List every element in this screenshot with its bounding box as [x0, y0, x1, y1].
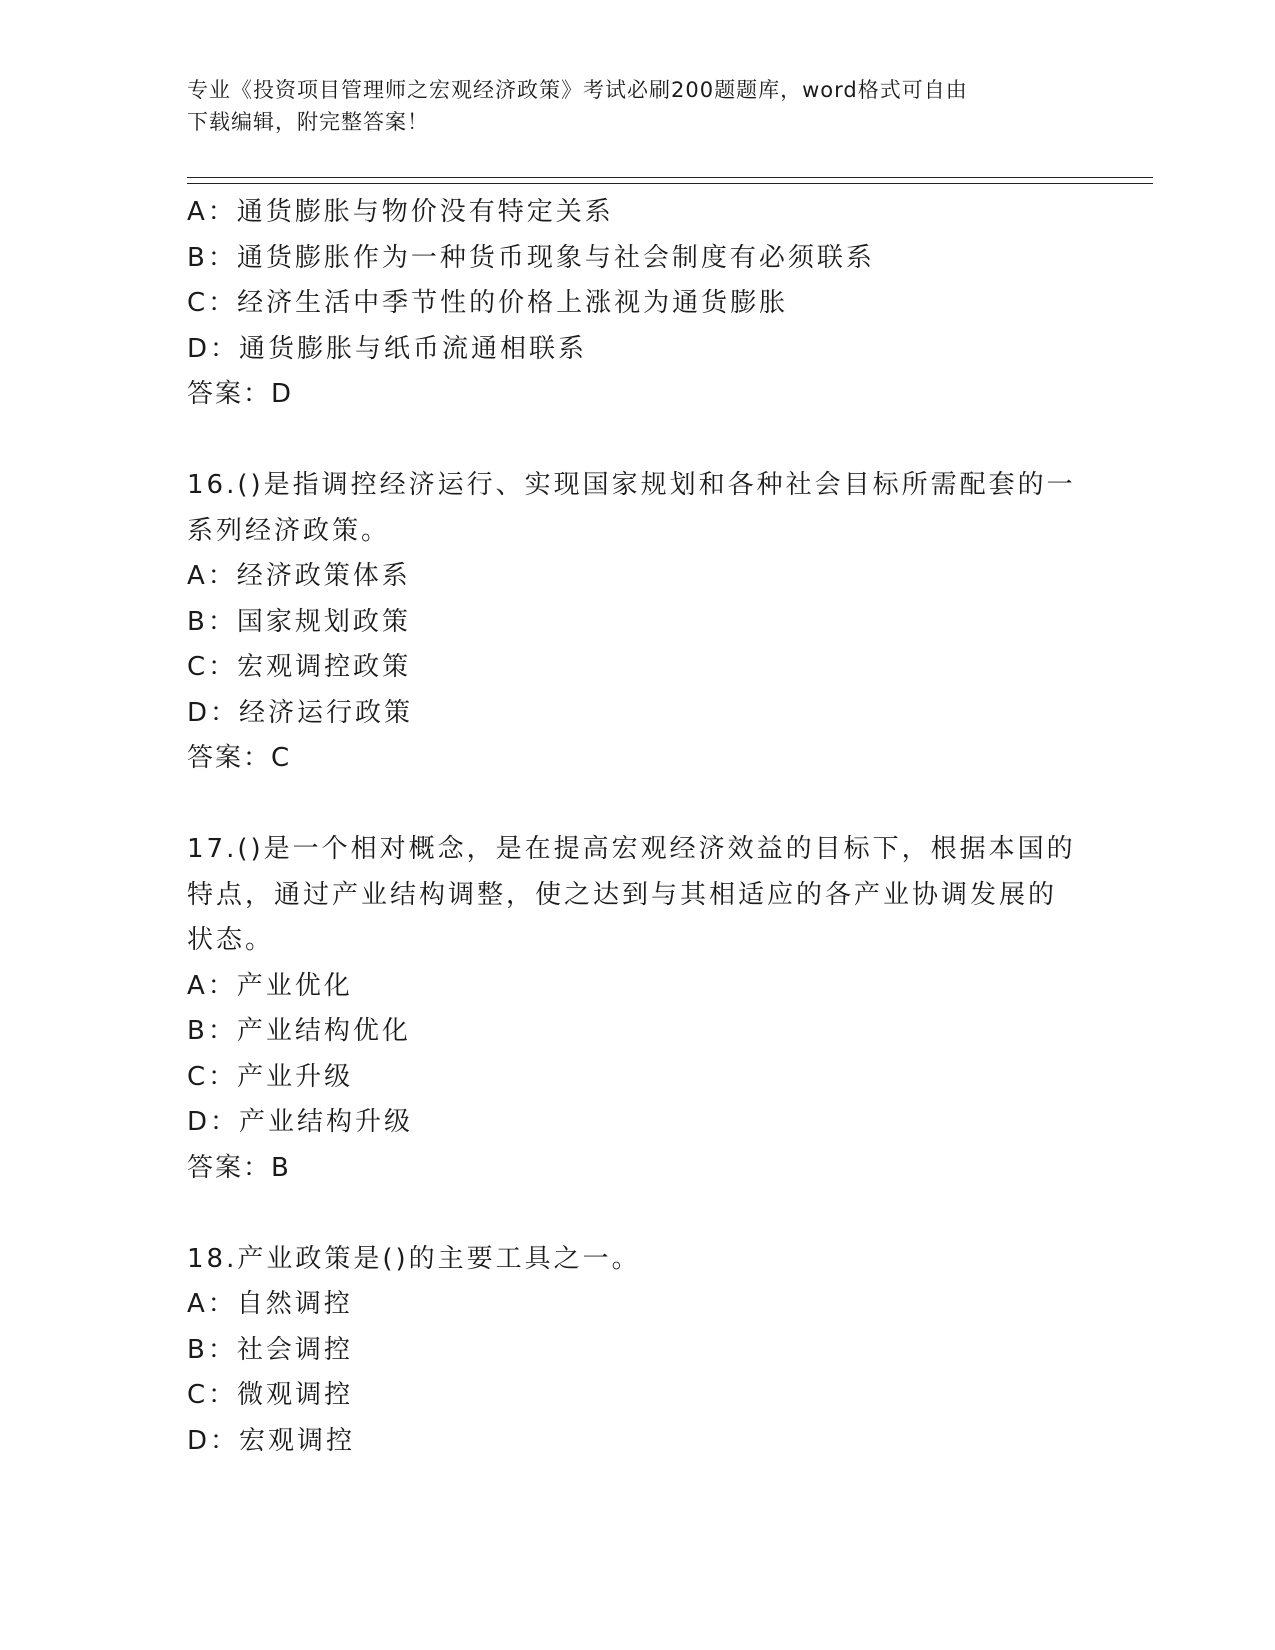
option-d: D：通货膨胀与纸币流通相联系 — [187, 333, 588, 364]
option-a: A：经济政策体系 — [187, 561, 411, 591]
option-d: D：宏观调控 — [187, 1425, 356, 1456]
option-b: B：国家规划政策 — [187, 606, 411, 637]
option-c: C：产业升级 — [187, 1061, 354, 1092]
question-stem: 特点，通过产业结构调整，使之达到与其相适应的各产业协调发展的 — [187, 879, 1058, 910]
question-16 — [187, 463, 1087, 782]
answer: 答案：B — [187, 1152, 291, 1183]
spacer — [187, 782, 1087, 828]
header-rule-top — [187, 177, 1153, 178]
question-stem: 18.产业政策是()的主要工具之一。 — [187, 1243, 641, 1274]
question-stem: 16.()是指调控经济运行、实现国家规划和各种社会目标所需配套的一 — [187, 470, 1076, 500]
option-b: B：通货膨胀作为一种货币现象与社会制度有必须联系 — [187, 242, 875, 273]
option-d: D：产业结构升级 — [187, 1107, 414, 1137]
option-a: A：产业优化 — [187, 970, 353, 1001]
question-15 — [187, 190, 1087, 418]
option-c: C：微观调控 — [187, 1380, 354, 1410]
answer: 答案：C — [187, 743, 292, 773]
question-list — [187, 190, 1087, 1464]
header-rule-bottom — [187, 183, 1153, 184]
option-a: A：通货膨胀与物价没有特定关系 — [187, 197, 614, 227]
spacer — [187, 418, 1087, 464]
option-b: B：社会调控 — [187, 1334, 353, 1365]
option-c: C：宏观调控政策 — [187, 652, 412, 682]
question-17 — [187, 827, 1087, 1191]
answer: 答案：D — [187, 379, 294, 409]
question-stem: 17.()是一个相对概念，是在提高宏观经济效益的目标下，根据本国的 — [187, 834, 1076, 864]
header-line-1: 专业《投资项目管理师之宏观经济政策》考试必刷200题题库，word格式可自由 — [187, 78, 968, 102]
header-line-2: 下载编辑，附完整答案！ — [187, 110, 429, 134]
option-d: D：经济运行政策 — [187, 697, 414, 728]
spacer — [187, 1191, 1087, 1237]
question-stem: 系列经济政策。 — [187, 515, 391, 546]
document-header — [187, 74, 1067, 138]
question-stem: 状态。 — [187, 925, 275, 955]
question-18 — [187, 1237, 1087, 1465]
option-c: C：经济生活中季节性的价格上涨视为通货膨胀 — [187, 288, 789, 318]
option-a: A：自然调控 — [187, 1289, 353, 1319]
option-b: B：产业结构优化 — [187, 1016, 411, 1046]
